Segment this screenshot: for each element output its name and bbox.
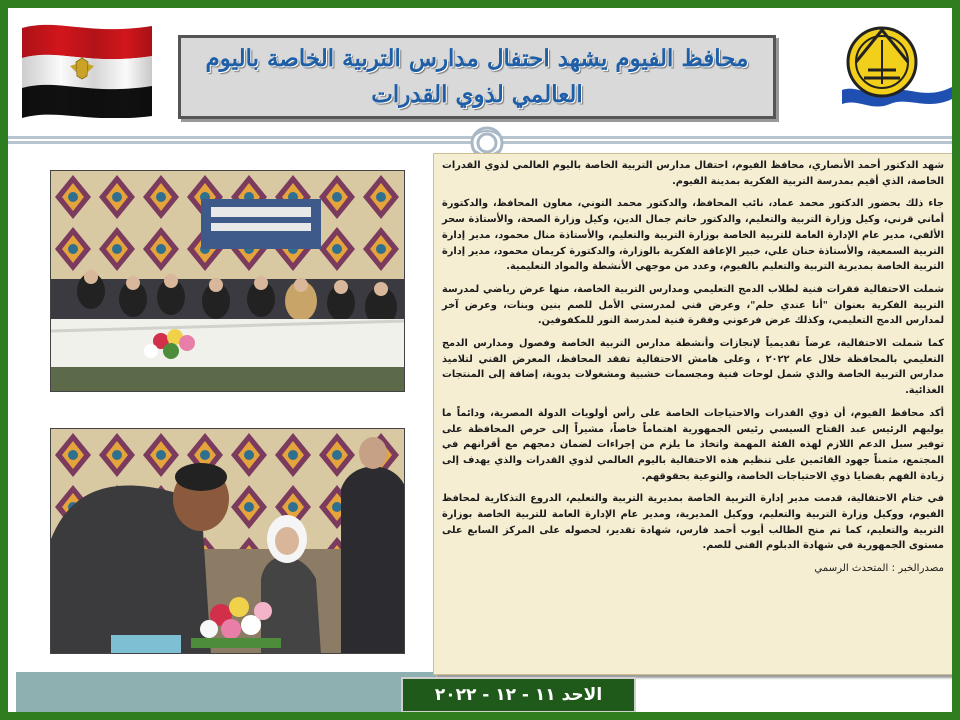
fayoum-governorate-logo-icon	[838, 20, 958, 120]
article-paragraph: شهد الدكتور أحمد الأنصاري، محافظ الفيوم، احتفال مدارس التربية الخاصة باليوم العالمي لذوي القدرات الخاصة، الذي أقيم بمدرسة التربية الفكرية بمدينة الفيوم.	[442, 160, 944, 187]
article-paragraph: شملت الاحتفالية فقرات فنية لطلاب الدمج التعليمي ومدارس التربية الخاصة، منها عرض رياضي لمدرسة التربية الفكرية بعنوان "أنا عندي حلم"، وعرض فني لمدرستي الأمل للصم بنين وبنات، وعرض آخر لمدارس الدمج التعليمي، وكذلك عرض فرعوني وفقرة فنية لمدرسة النور للمكفوفين.	[442, 283, 944, 327]
article-body	[433, 153, 953, 675]
article-paragraph: في ختام الاحتفالية، قدمت مدير إدارة التربية الخاصة بمديرية التربية والتعليم، الدروع التذكارية لمحافظ الفيوم، ووكيل وزارة التربية والتعليم، ووكيل المديرية، ومدير عام الإدارة العامة للتربية الخاصة بوزارة التربية والتعليم، كما تم منح الطالب أيوب أحمد فارس، شهادة تقدير، لحصوله على المركز السابع على مستوى الجمهورية في شهادة الدبلوم الفني للصم.	[442, 493, 944, 552]
event-stage-photo	[50, 170, 405, 392]
article-paragraph: جاء ذلك بحضور الدكتور محمد عماد، نائب المحافظ، والدكتور محمد التوني، معاون المحافظ، والدكتورة أماني قرني، وكيل وزارة التربية والتعليم، والدكتور حاتم جمال الدين، وكيل وزارة الصحة، والأستاذة سحر الألفي، مدير عام الإدارة العامة للتربية الخاصة بوزارة التربية والتعليم، والأستاذة منال محمود، مدير إدارة التربية السمعية، والأستاذة حنان علي، خبير الإعاقة الفكرية بالوزارة، والدكتورة كريمان محمود، مدير إدارة التربية الخاصة بمديرية التربية والتعليم بالفيوم، وعدد من موجهي الأنشطة والمواد التعليمية.	[442, 198, 944, 273]
headline-box	[178, 35, 776, 119]
page-title: محافظ الفيوم يشهد احتفال مدارس التربية الخاصة باليوم العالمي لذوي القدرات	[205, 45, 749, 108]
decorative-band	[16, 672, 436, 712]
date-badge	[401, 677, 636, 713]
article-paragraph: كما شملت الاحتفالية، عرضاً تقديمياً لإنجازات وأنشطة مدارس التربية الخاصة وفصول ومدارس الدمج التعليمي بالمحافظة خلال عام ٢٠٢٢ ، وعلى هامش الاحتفالية تفقد المحافظ، المعرض الفني لتلاميذ مدارس التربية الخاصة والذي شمل لوحات فنية ومجسمات خشبية ومشغولات يدوية، إضافة إلى المنتجات الغذائية.	[442, 338, 945, 397]
news-source: مصدرالخبر : المتحدث الرسمي	[814, 563, 944, 575]
date-text: الاحد ١١ - ١٢ - ٢٠٢٢	[434, 685, 603, 705]
article-paragraph: أكد محافظ الفيوم، أن ذوي القدرات والاحتياجات الخاصة على رأس أولويات الدولة المصرية، ودائماً ما يوليهم الرئيس عبد الفتاح السيسي رئيس الجمهورية اهتماماً خاصاً، مشيراً إلى حرص المحافظة على توفير سبل الدعم اللازم لهذه الفئة المهمة واتخاذ ما يلزم من إجراءات لضمان دمجهم مع أقرانهم في المجتمع، مثمناً جهود القائمين على تنظيم هذه الاحتفالية باليوم العالمي لذوي القدرات والذي يهدف إلى زيادة الفهم بقضايا ذوي الاحتياجات الخاصة، والتوعية بحقوقهم.	[442, 407, 944, 482]
governor-greeting-child-photo	[50, 428, 405, 654]
egypt-flag-icon	[18, 18, 156, 118]
